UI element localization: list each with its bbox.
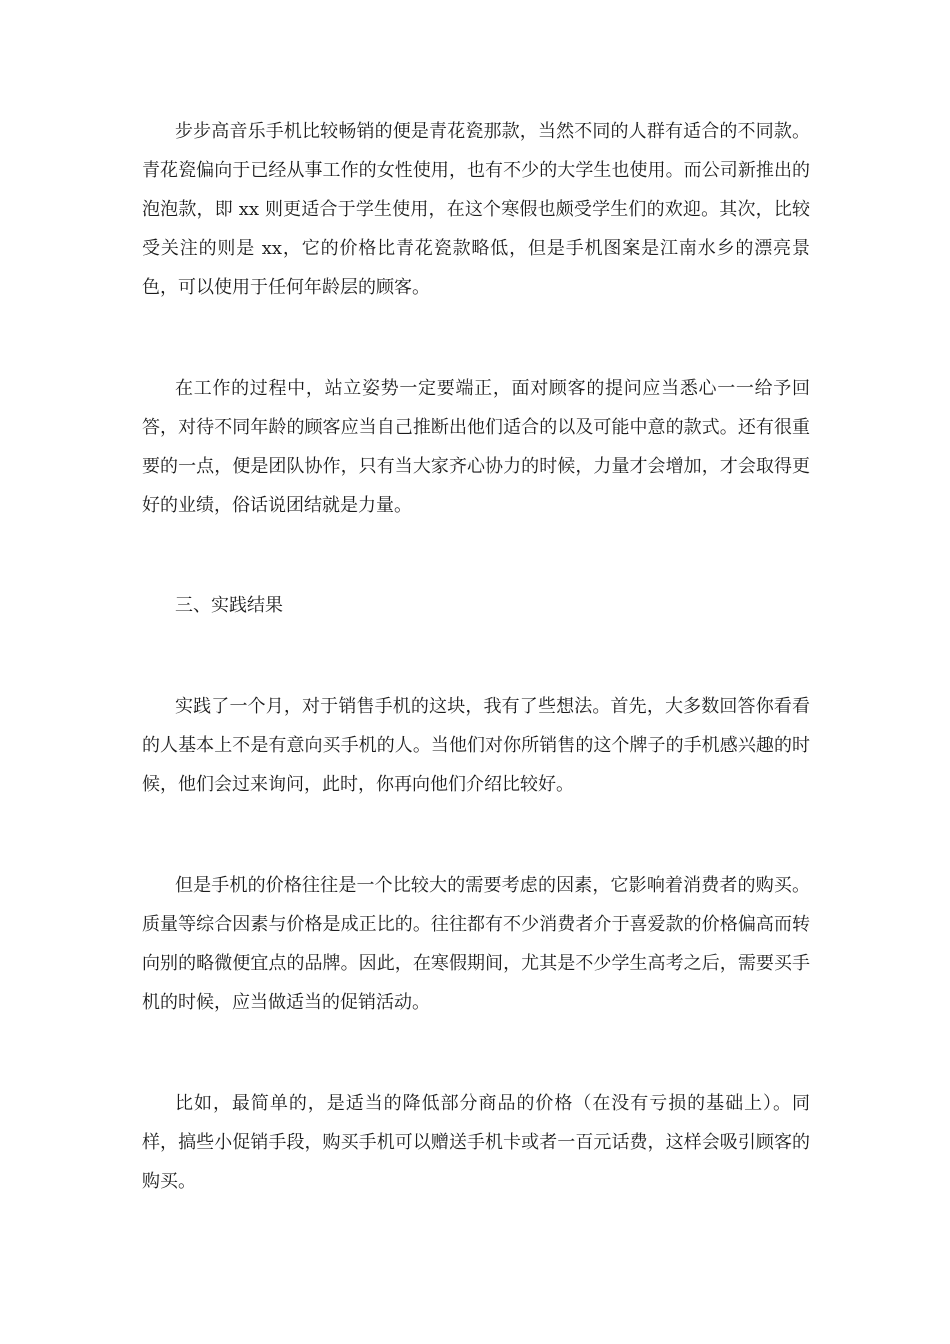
paragraph-month-reflection: 实践了一个月，对于销售手机的这块，我有了些想法。首先，大多数回答你看看 的人基本上不是有意向买手机的人。当他们对你所销售的这个牌子的手机感兴趣的时候，他们会过来询问，此时，你再向他们介绍比较好。 [142,696,810,795]
paragraph-popular-models: 步步高音乐手机比较畅销的便是青花瓷那款，当然不同的人群有适合的不同款。青花瓷偏向于已经从事工作的女性使用，也有不少的大学生也使用。而公司新推出的泡泡款，即 xx 则更适合于学生使用，在这个寒假也颇受学生们的欢迎。其次，比较受关注的则是 xx，它的价格比青花瓷款略低，但是手机图案是江南水乡的漂亮景色，可以使用于任何年龄层的顾客。 [142,121,810,298]
section-heading-results: 三、实践结果 [175,595,283,616]
paragraph-price-factor: 但是手机的价格往往是一个比较大的需要考虑的因素，它影响着消费者的购买。质量等综合因素与价格是成正比的。往往都有不少消费者介于喜爱款的价格偏高而转向别的略微便宜点的品牌。因此，在寒假期间，尤其是不少学生高考之后，需要买手机的时候，应当做适当的促销活动。 [142,875,810,1013]
paragraph-promotion: 比如，最简单的，是适当的降低部分商品的价格（在没有亏损的基础上）。同样，搞些小促销手段，购买手机可以赠送手机卡或者一百元话费，这样会吸引顾客的购买。 [142,1093,810,1192]
paragraph-work-process: 在工作的过程中，站立姿势一定要端正，面对顾客的提问应当悉心一一给予回答，对待不同年龄的顾客应当自己推断出他们适合的以及可能中意的款式。还有很重要的一点，便是团队协作，只有当大家齐心协力的时候，力量才会增加，才会取得更好的业绩，俗话说团结就是力量。 [142,378,810,516]
